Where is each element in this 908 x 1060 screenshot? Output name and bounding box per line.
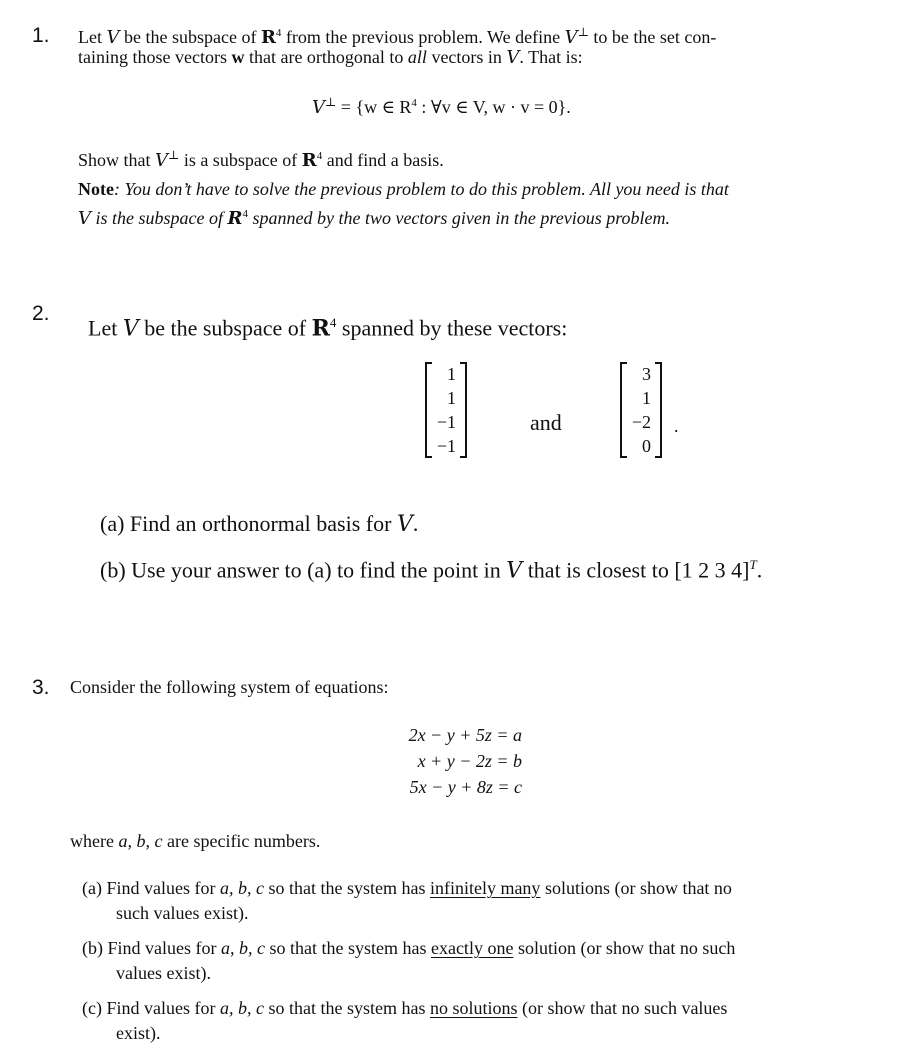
vector-2-entry: 1 — [642, 388, 651, 408]
problem-1-show-statement: Show that V⊥ is a subspace of $R^4$ and find a basis. — [78, 148, 444, 171]
problem-2-intro: Let V be the subspace of $R^4$ spanned by these vectors: — [88, 315, 568, 342]
vector-2-entry: −2 — [631, 412, 651, 432]
vector-2-entry: 0 — [642, 436, 651, 456]
equation-3: 5x − y + 8z = c — [409, 777, 522, 797]
problem-1-line-2: taining those vectors w that are orthogonal to all vectors in V. That is: — [78, 47, 583, 68]
problem-3-part-b: (b) Find values for a, b, c so that the system has exactly one solution (or show that no such values exist). — [82, 938, 736, 983]
problem-1-set-equation: V⊥ = {w ∈ $R^4$ : ∀v ∈ V, w · v = 0}. — [312, 95, 571, 118]
equation-system — [362, 722, 522, 800]
vector-1-entry: 1 — [447, 364, 456, 384]
vector-1-entry: −1 — [436, 412, 456, 432]
problem-3-part-a: (a) Find values for a, b, c so that the system has infinitely many solutions (or show that no such values exist). — [82, 878, 732, 923]
problem-3-number: 3. — [32, 676, 50, 699]
vectors-period: . — [674, 416, 679, 436]
problem-3-intro: Consider the following system of equations: — [70, 677, 389, 697]
problem-3-part-c: (c) Find values for a, b, c so that the system has no solutions (or show that no such values exist). — [82, 998, 728, 1043]
problem-2-part-a: (a) Find an orthonormal basis for V. — [100, 511, 419, 537]
vector-1-entry: 1 — [447, 388, 456, 408]
vector-1 — [425, 362, 467, 458]
problem-2-part-b: (b) Use your answer to (a) to find the point in V that is closest to [1 2 3 4]$^T$. — [100, 557, 763, 584]
problem-1-number: 1. — [32, 24, 50, 47]
equation-1: 2x − y + 5z = a — [408, 725, 522, 745]
problem-3-where: where a, b, c are specific numbers. — [70, 831, 321, 851]
vector-2-entry: 3 — [642, 364, 651, 384]
and-label: and — [530, 410, 562, 435]
problem-1-note-line-2: V is the subspace of $R^4$ spanned by the two vectors given in the previous problem. — [78, 208, 671, 229]
problem-1-line-1: Let V be the subspace of $R^4$ from the previous problem. We define V⊥ to be the set con- — [78, 25, 717, 48]
problem-1-note-line-1: Note: You don’t have to solve the previous problem to do this problem. All you need is that — [78, 179, 729, 199]
vector-2 — [620, 362, 662, 458]
equation-2: x + y − 2z = b — [417, 751, 522, 771]
vector-1-entry: −1 — [436, 436, 456, 456]
problem-2-number: 2. — [32, 302, 50, 325]
